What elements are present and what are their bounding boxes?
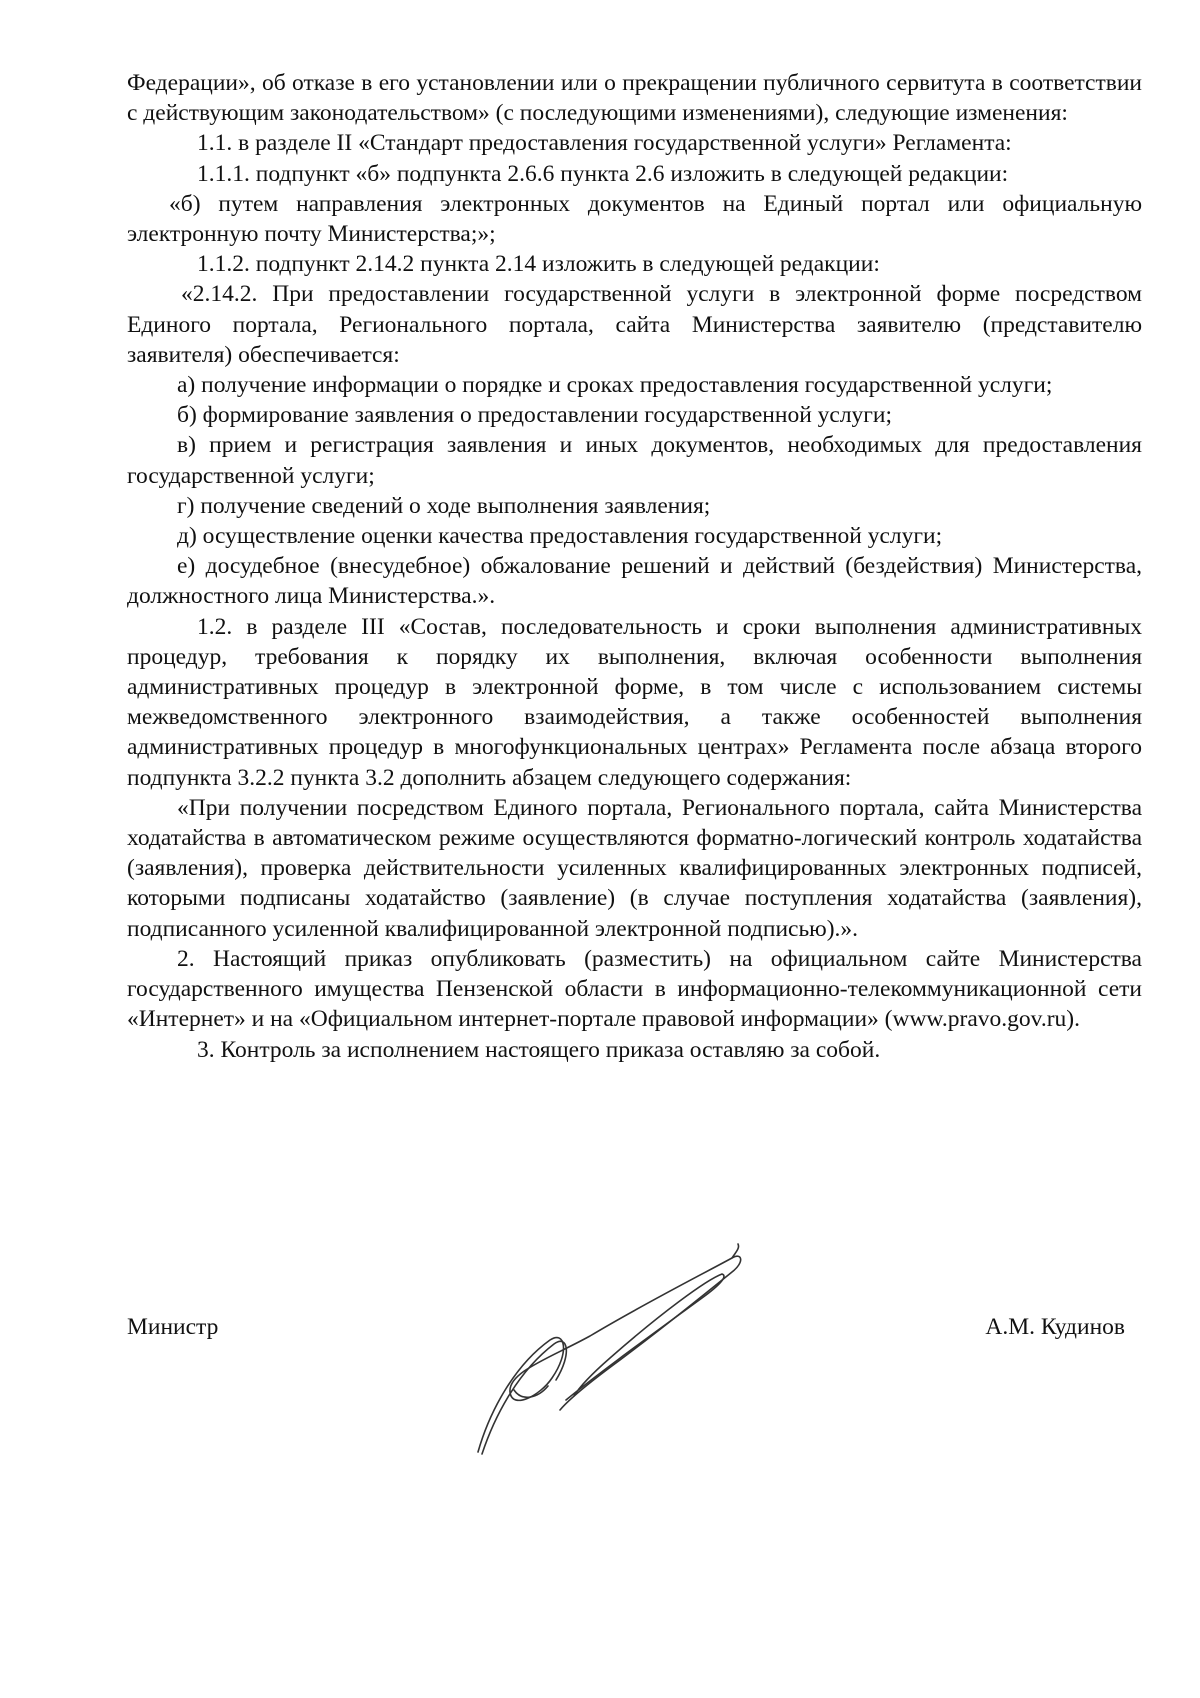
- paragraph-2-14-2-text: «2.14.2. При предоставлении государственной услуги в электронной форме посредством Единого портала, Регионального портала, сайта Министерства заявителю (представителю заявителя) обеспечивается:: [127, 281, 1142, 368]
- paragraph-2-publication: 2. Настоящий приказ опубликовать (разместить) на официальном сайте Министерства государственного имущества Пензенской области в информационно-телекоммуникационной сети «Интернет» и на «Официальном интернет-портале правовой информации» (www.pravo.gov.ru).: [127, 945, 1142, 1033]
- list-item-v: в) прием и регистрация заявления и иных документов, необходимых для предоставления государственной услуги;: [127, 432, 1142, 489]
- paragraph-3-control: 3. Контроль за исполнением настоящего приказа оставляю за собой.: [197, 1036, 881, 1063]
- paragraph-intro-continuation: Федерации», об отказе в его установлении или о прекращении публичного сервитута в соответствии с действующим законодательством» (с последующими изменениями), следующие изменения:: [127, 70, 1142, 127]
- list-item-e: е) досудебное (внесудебное) обжалование решений и действий (бездействия) Министерства, должностного лица Министерства.».: [127, 553, 1142, 610]
- paragraph-1-1-1: 1.1.1. подпункт «б» подпункта 2.6.6 пункта 2.6 изложить в следующей редакции:: [197, 160, 1009, 187]
- signatory-title: Министр: [127, 1314, 219, 1340]
- document-body: [127, 68, 1142, 1065]
- list-item-b: б) формирование заявления о предоставлении государственной услуги;: [177, 402, 893, 429]
- paragraph-1-1-2: 1.1.2. подпункт 2.14.2 пункта 2.14 изложить в следующей редакции:: [197, 251, 880, 278]
- paragraph-subitem-b-text: «б) путем направления электронных документов на Единый портал или официальную электронную почту Министерства;»;: [127, 190, 1142, 248]
- paragraph-1-2: 1.2. в разделе III «Состав, последовательность и сроки выполнения административных процедур, требования к порядку их выполнения, включая особенности выполнения административных процедур в электронной форме, в том числе с использованием системы межведомственного электронного взаимодействия, а также особенностей выполнения административных процедур в многофункциональных центрах» Регламента после абзаца второго подпункта 3.2.2 пункта 3.2 дополнить абзацем следующего содержания:: [127, 613, 1142, 791]
- list-item-a: а) получение информации о порядке и сроках предоставления государственной услуги;: [177, 372, 1053, 399]
- list-item-g: г) получение сведений о ходе выполнения заявления;: [177, 492, 711, 519]
- paragraph-1-1: 1.1. в разделе II «Стандарт предоставления государственной услуги» Регламента:: [197, 130, 1012, 157]
- signatory-name: А.М. Кудинов: [985, 1314, 1125, 1340]
- list-item-d: д) осуществление оценки качества предоставления государственной услуги;: [177, 523, 943, 550]
- handwritten-signature: [470, 1240, 770, 1460]
- paragraph-1-2-quoted-text: «При получении посредством Единого портала, Регионального портала, сайта Министерства ходатайства в автоматическом режиме осуществляются форматно-логический контроль ходатайства (заявления), проверка действительности усиленных квалифицированных электронных подписей, которыми подписаны ходатайство (заявление) (в случае поступления ходатайства (заявления), подписанного усиленной квалифицированной электронной подписью).».: [127, 794, 1142, 942]
